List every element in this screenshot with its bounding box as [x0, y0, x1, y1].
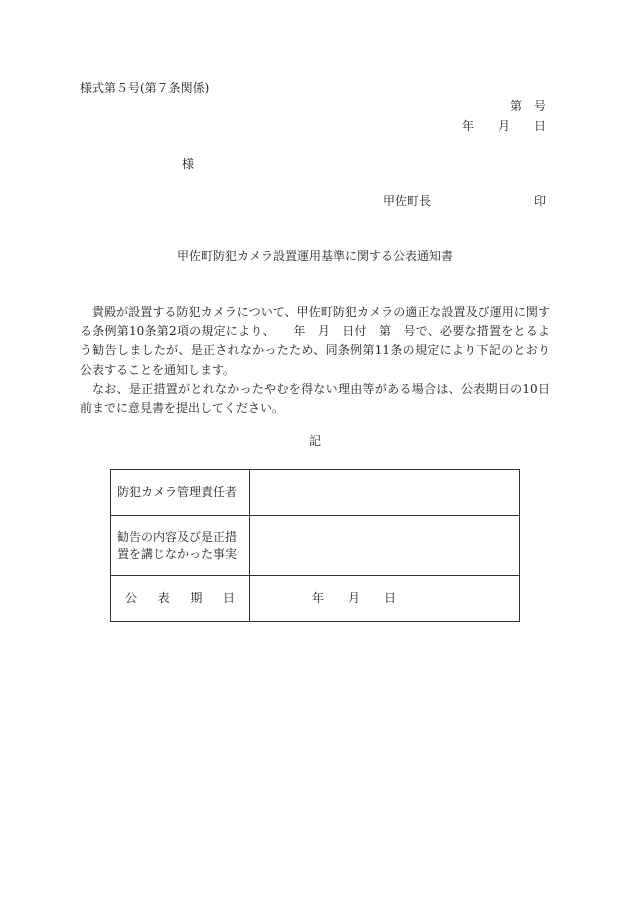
seal-mark: 印: [533, 194, 546, 208]
table-row: [111, 470, 520, 516]
sender-title: 甲佐町長: [383, 194, 432, 208]
table-value-recommendation: [250, 516, 520, 576]
table-value-publication-date-cell: [250, 576, 520, 622]
table-row: [111, 516, 520, 576]
document-number: 第 号: [509, 99, 546, 113]
table-row: [111, 576, 520, 622]
body-paragraph-1: 貴殿が設置する防犯カメラについて、甲佐町防犯カメラの適正な設置及び運用に関する条例第10条第2項の規定により、 年 月 日付 第 号で、必要な措置をとるよう勧告しましたが、是正されなかったため、同条例第11条の規定により下記のとおり公表することを通知します。: [80, 305, 550, 377]
body-text: [80, 303, 550, 418]
table-label-manager: 防犯カメラ管理責任者: [111, 470, 250, 516]
table-label-publication-date-cell: [111, 576, 250, 622]
recipient-honorific: 様: [182, 157, 195, 171]
table-label-publication-date: 公表期日: [125, 591, 235, 605]
table-label-recommendation: 勧告の内容及び是正措置を講じなかった事実: [111, 516, 250, 576]
info-table: [110, 469, 520, 622]
ki-mark: 記: [308, 434, 321, 448]
document-title: 甲佐町防犯カメラ設置運用基準に関する公表通知書: [176, 249, 453, 263]
table-value-manager: [250, 470, 520, 516]
document-date: 年 月 日: [461, 119, 546, 133]
form-number: 様式第５号(第７条関係): [80, 81, 210, 95]
table-value-publication-date: 年 月 日: [312, 591, 397, 605]
body-paragraph-2: なお、是正措置がとれなかったやむを得ない理由等がある場合は、公表期日の10日前までに意見書を提出してください。: [80, 381, 550, 416]
